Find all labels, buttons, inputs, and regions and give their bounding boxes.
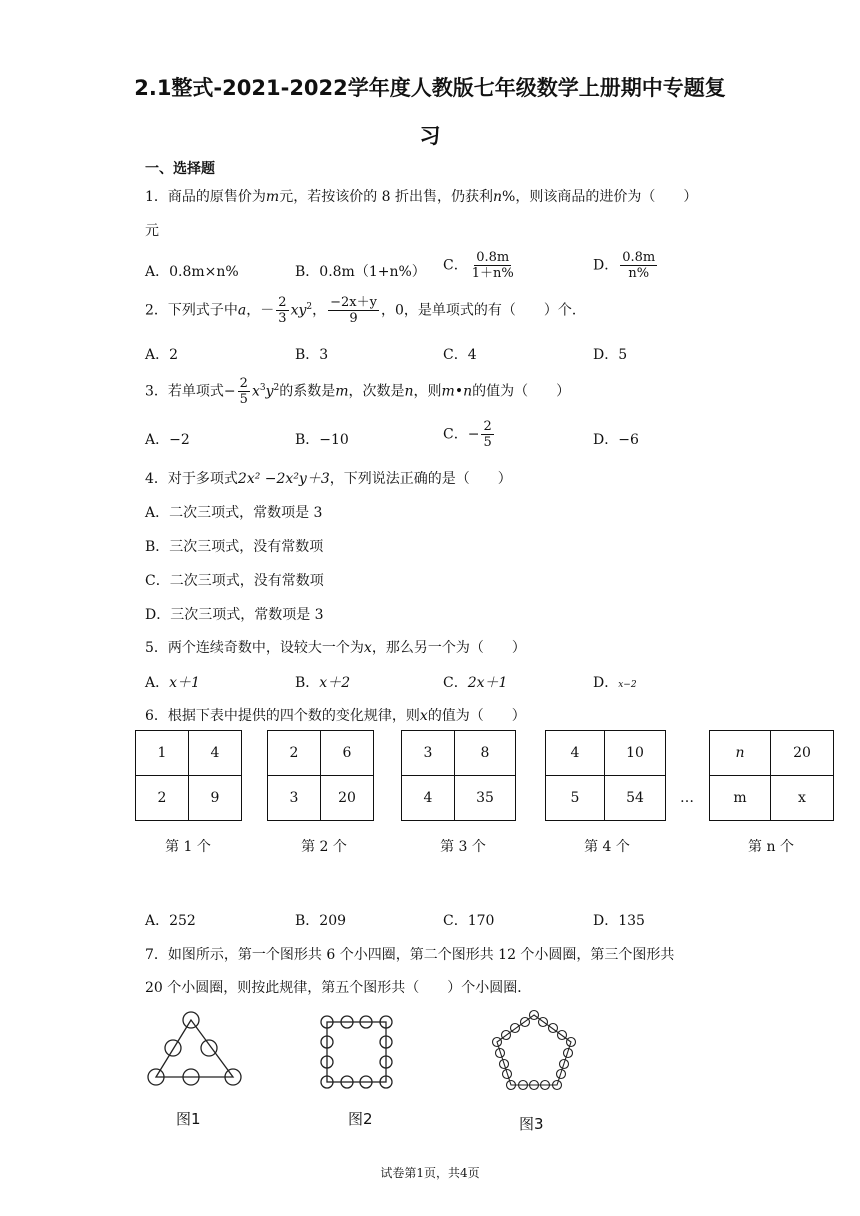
pattern-table-n	[709, 730, 834, 821]
q6-option-a: A．252	[145, 913, 196, 929]
page-title-continued: 习	[419, 124, 441, 148]
question-1-stem-cont: 元	[145, 223, 159, 239]
table-cell: 4	[546, 731, 605, 776]
table-caption-n: 第 n 个	[748, 839, 794, 855]
table-cell: 54	[605, 776, 666, 821]
q3-option-a: A．−2	[145, 432, 190, 448]
table-cell: 8	[455, 731, 516, 776]
question-4-stem: 4．对于多项式2x² −2x²y＋3，下列说法正确的是（ ）	[145, 471, 512, 487]
ellipsis: …	[680, 790, 694, 806]
question-5-stem: 5．两个连续奇数中，设较大一个为x，那么另一个为（ ）	[145, 640, 526, 656]
q2-option-d: D．5	[593, 347, 628, 363]
q5-option-a: A．x＋1	[145, 675, 200, 691]
question-3-stem: 3．若单项式− $\frac{2}{5}$ $x^3y^2$的系数是m，次数是n，则m•n的值为（ ）	[145, 376, 571, 407]
table-cell: 4	[402, 776, 455, 821]
table-cell: 20	[771, 731, 834, 776]
q1-option-b: B．0.8m（1+n%）	[295, 264, 426, 280]
q5-option-c: C．2x＋1	[443, 675, 508, 691]
figure-3-pentagon	[484, 1005, 584, 1100]
table-cell: 2	[268, 731, 321, 776]
q5-option-b: B．x＋2	[295, 675, 351, 691]
table-cell: 6	[321, 731, 374, 776]
q1-option-a: A．0.8m×n%	[145, 264, 239, 280]
question-7-stem: 7．如图所示，第一个图形共 6 个小四圈，第二个图形共 12 个小圆圈，第三个图形共	[145, 947, 675, 963]
table-cell: 4	[189, 731, 242, 776]
question-6-stem: 6．根据下表中提供的四个数的变化规律，则x的值为（ ）	[145, 708, 526, 724]
pattern-table-3	[401, 730, 516, 821]
table-cell: m	[710, 776, 771, 821]
q4-option-c: C．二次三项式，没有常数项	[145, 573, 324, 589]
table-caption-2: 第 2 个	[301, 839, 347, 855]
table-cell: x	[771, 776, 834, 821]
table-cell: 35	[455, 776, 516, 821]
q5-option-d: D．x−2	[593, 675, 637, 691]
q2-option-c: C．4	[443, 347, 477, 363]
page-footer: 试卷第1页，共4页	[380, 1166, 480, 1180]
q6-option-d: D．135	[593, 913, 645, 929]
q3-option-b: B．−10	[295, 432, 349, 448]
table-caption-3: 第 3 个	[440, 839, 486, 855]
section-heading: 一、选择题	[145, 161, 215, 177]
q6-option-c: C．170	[443, 913, 495, 929]
pattern-table-2	[267, 730, 374, 821]
table-caption-4: 第 4 个	[584, 839, 630, 855]
table-caption-1: 第 1 个	[165, 839, 211, 855]
q3-option-d: D．−6	[593, 432, 639, 448]
pattern-table-4	[545, 730, 666, 821]
q4-option-b: B．三次三项式，没有常数项	[145, 539, 324, 555]
table-cell: 2	[136, 776, 189, 821]
q1-option-d: D． $\frac{0.8m}{n\%}$	[593, 250, 656, 281]
figure-3-caption: 图3	[519, 1115, 544, 1133]
q4-option-d: D．三次三项式，常数项是 3	[145, 607, 324, 623]
q4-option-a: A．二次三项式，常数项是 3	[145, 505, 323, 521]
table-cell: 9	[189, 776, 242, 821]
q2-option-a: A．2	[145, 347, 179, 363]
q6-option-b: B．209	[295, 913, 347, 929]
table-cell: 3	[402, 731, 455, 776]
figure-2-caption: 图2	[348, 1110, 373, 1128]
q3-option-c: C．− $\frac{2}{5}$	[443, 419, 492, 450]
table-cell: n	[710, 731, 771, 776]
figure-1-triangle	[140, 1005, 250, 1090]
table-cell: 3	[268, 776, 321, 821]
table-cell: 10	[605, 731, 666, 776]
question-2-stem: 2．下列式子中a，－ $\frac{2}{3}$ $xy^2$， $\frac{-2x+y}{9}$ ，0，是单项式的有（ ）个．	[145, 295, 586, 326]
table-cell: 20	[321, 776, 374, 821]
figure-1-caption: 图1	[176, 1110, 201, 1128]
q2-option-b: B．3	[295, 347, 329, 363]
question-7-stem-cont: 20 个小圆圈，则按此规律，第五个图形共（ ）个小圆圈．	[145, 980, 532, 996]
table-cell: 1	[136, 731, 189, 776]
pattern-table-1	[135, 730, 242, 821]
figure-2-square	[312, 1008, 402, 1093]
page-title: 2.1整式-2021-2022学年度人教版七年级数学上册期中专题复	[134, 76, 726, 100]
question-1-stem: 1．商品的原售价为m元，若按该价的 8 折出售，仍获利n%，则该商品的进价为（ ）	[145, 189, 698, 205]
q1-option-c: C． $\frac{0.8m}{1+n\%}$	[443, 250, 514, 281]
table-cell: 5	[546, 776, 605, 821]
